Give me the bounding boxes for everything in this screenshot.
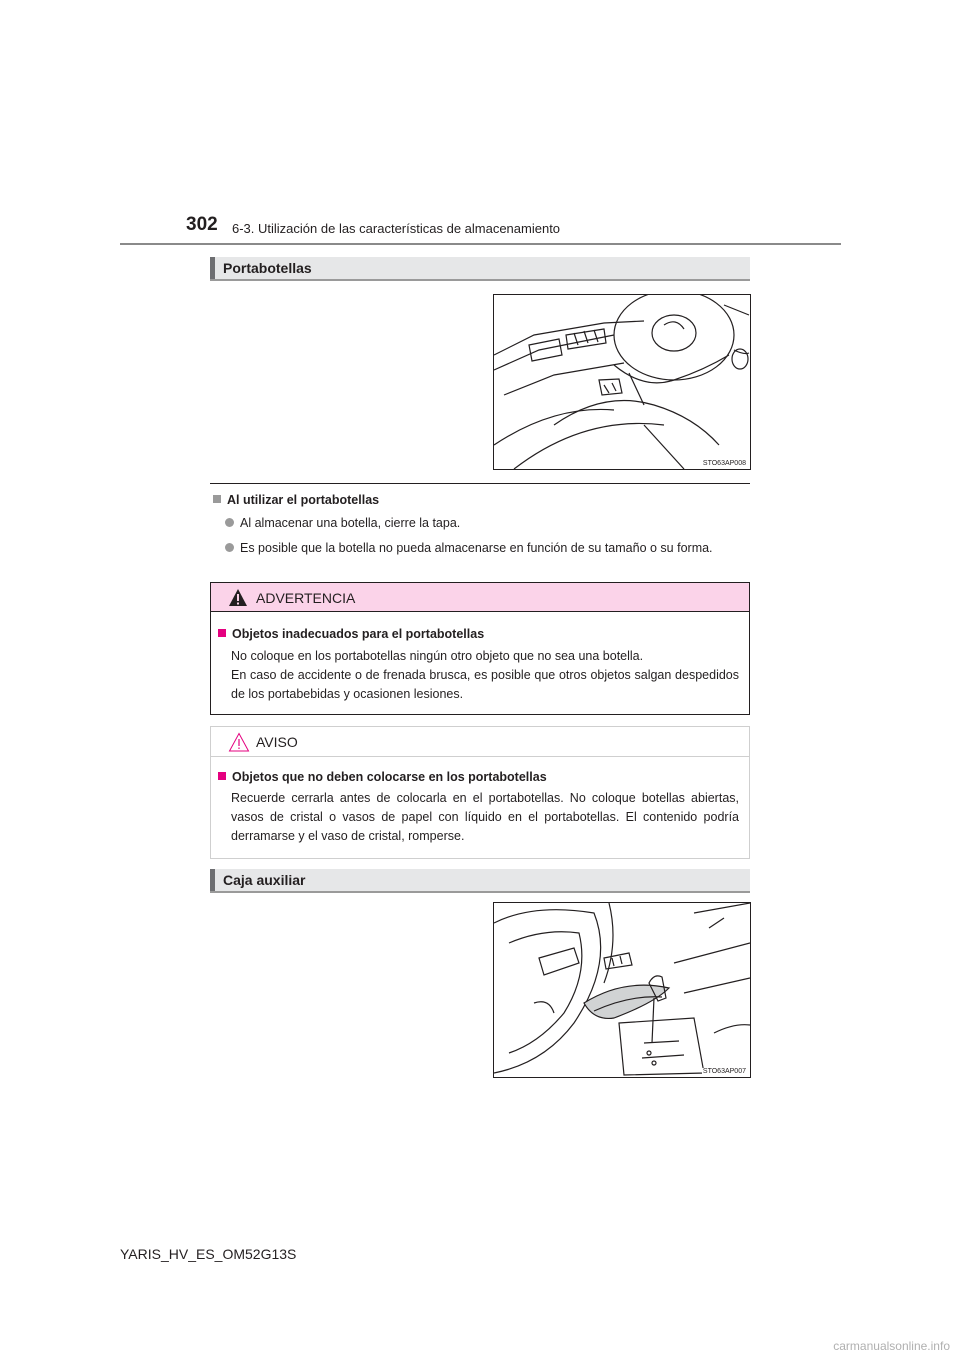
section-heading-bar: [210, 257, 215, 279]
illustration-auxiliary-box: [493, 902, 751, 1078]
illustration-bottle-holder-drawing: [494, 295, 750, 469]
notice-title: AVISO: [256, 734, 298, 750]
notice-box: [210, 726, 750, 859]
caution-triangle-icon: [228, 732, 250, 752]
notice-body: Recuerde cerrarla antes de colocarla en el portabotellas. No coloque botellas abiertas, vasos de cristal o vasos de papel con líquido en el portabotellas. El contenido podría derramarse y el vaso de cristal, romperse.: [231, 791, 739, 843]
warning-header: [211, 583, 749, 612]
usage-bullet-text: Al almacenar una botella, cierre la tapa.: [240, 516, 461, 530]
notice-header: [211, 727, 749, 757]
warning-line-2: En caso de accidente o de frenada brusca, es posible que otros objetos salgan despedidos de los portabebidas y ocasionen lesiones.: [231, 668, 739, 701]
chapter-title: 6-3. Utilización de las características de almacenamiento: [232, 221, 561, 236]
square-bullet-icon: [218, 629, 226, 637]
figure-code: STO63AP008: [702, 460, 746, 467]
section-heading-portabotellas: [210, 257, 750, 281]
header-rule: [120, 243, 841, 245]
warning-title: ADVERTENCIA: [256, 590, 356, 606]
square-bullet-icon: [218, 772, 226, 780]
square-bullet-icon: [213, 495, 221, 503]
illustration-auxiliary-box-drawing: [494, 903, 750, 1077]
warning-box: [210, 582, 750, 715]
illustration-bottle-holder: [493, 294, 751, 470]
notice-heading-text: Objetos que no deben colocarse en los portabotellas: [232, 770, 547, 784]
section-heading-label: Portabotellas: [223, 260, 312, 276]
usage-heading-text: Al utilizar el portabotellas: [227, 493, 380, 507]
notice-heading: [218, 770, 547, 784]
usage-bullet-text: Es posible que la botella no pueda almacenarse en función de su tamaño o su forma.: [240, 541, 713, 555]
figure-code: STO63AP007: [702, 1068, 746, 1075]
section-heading-caja-auxiliar: [210, 869, 750, 893]
section-heading-bar: [210, 869, 215, 891]
watermark: carmanualsonline.info: [833, 1339, 950, 1353]
footer-doc-code: YARIS_HV_ES_OM52G13S: [120, 1246, 297, 1262]
circle-bullet-icon: [225, 543, 234, 552]
section-heading-label: Caja auxiliar: [223, 872, 306, 888]
circle-bullet-icon: [225, 518, 234, 527]
usage-bullet-1: [225, 514, 750, 533]
usage-heading: [213, 493, 379, 507]
warning-triangle-icon: [228, 588, 248, 607]
usage-bullet-2: [225, 539, 750, 558]
page-number: 302: [186, 214, 218, 235]
warning-heading: [218, 627, 484, 641]
divider-rule: [210, 483, 750, 484]
warning-line-1: No coloque en los portabotellas ningún otro objeto que no sea una botella.: [231, 649, 644, 663]
warning-heading-text: Objetos inadecuados para el portabotellas: [232, 627, 485, 641]
